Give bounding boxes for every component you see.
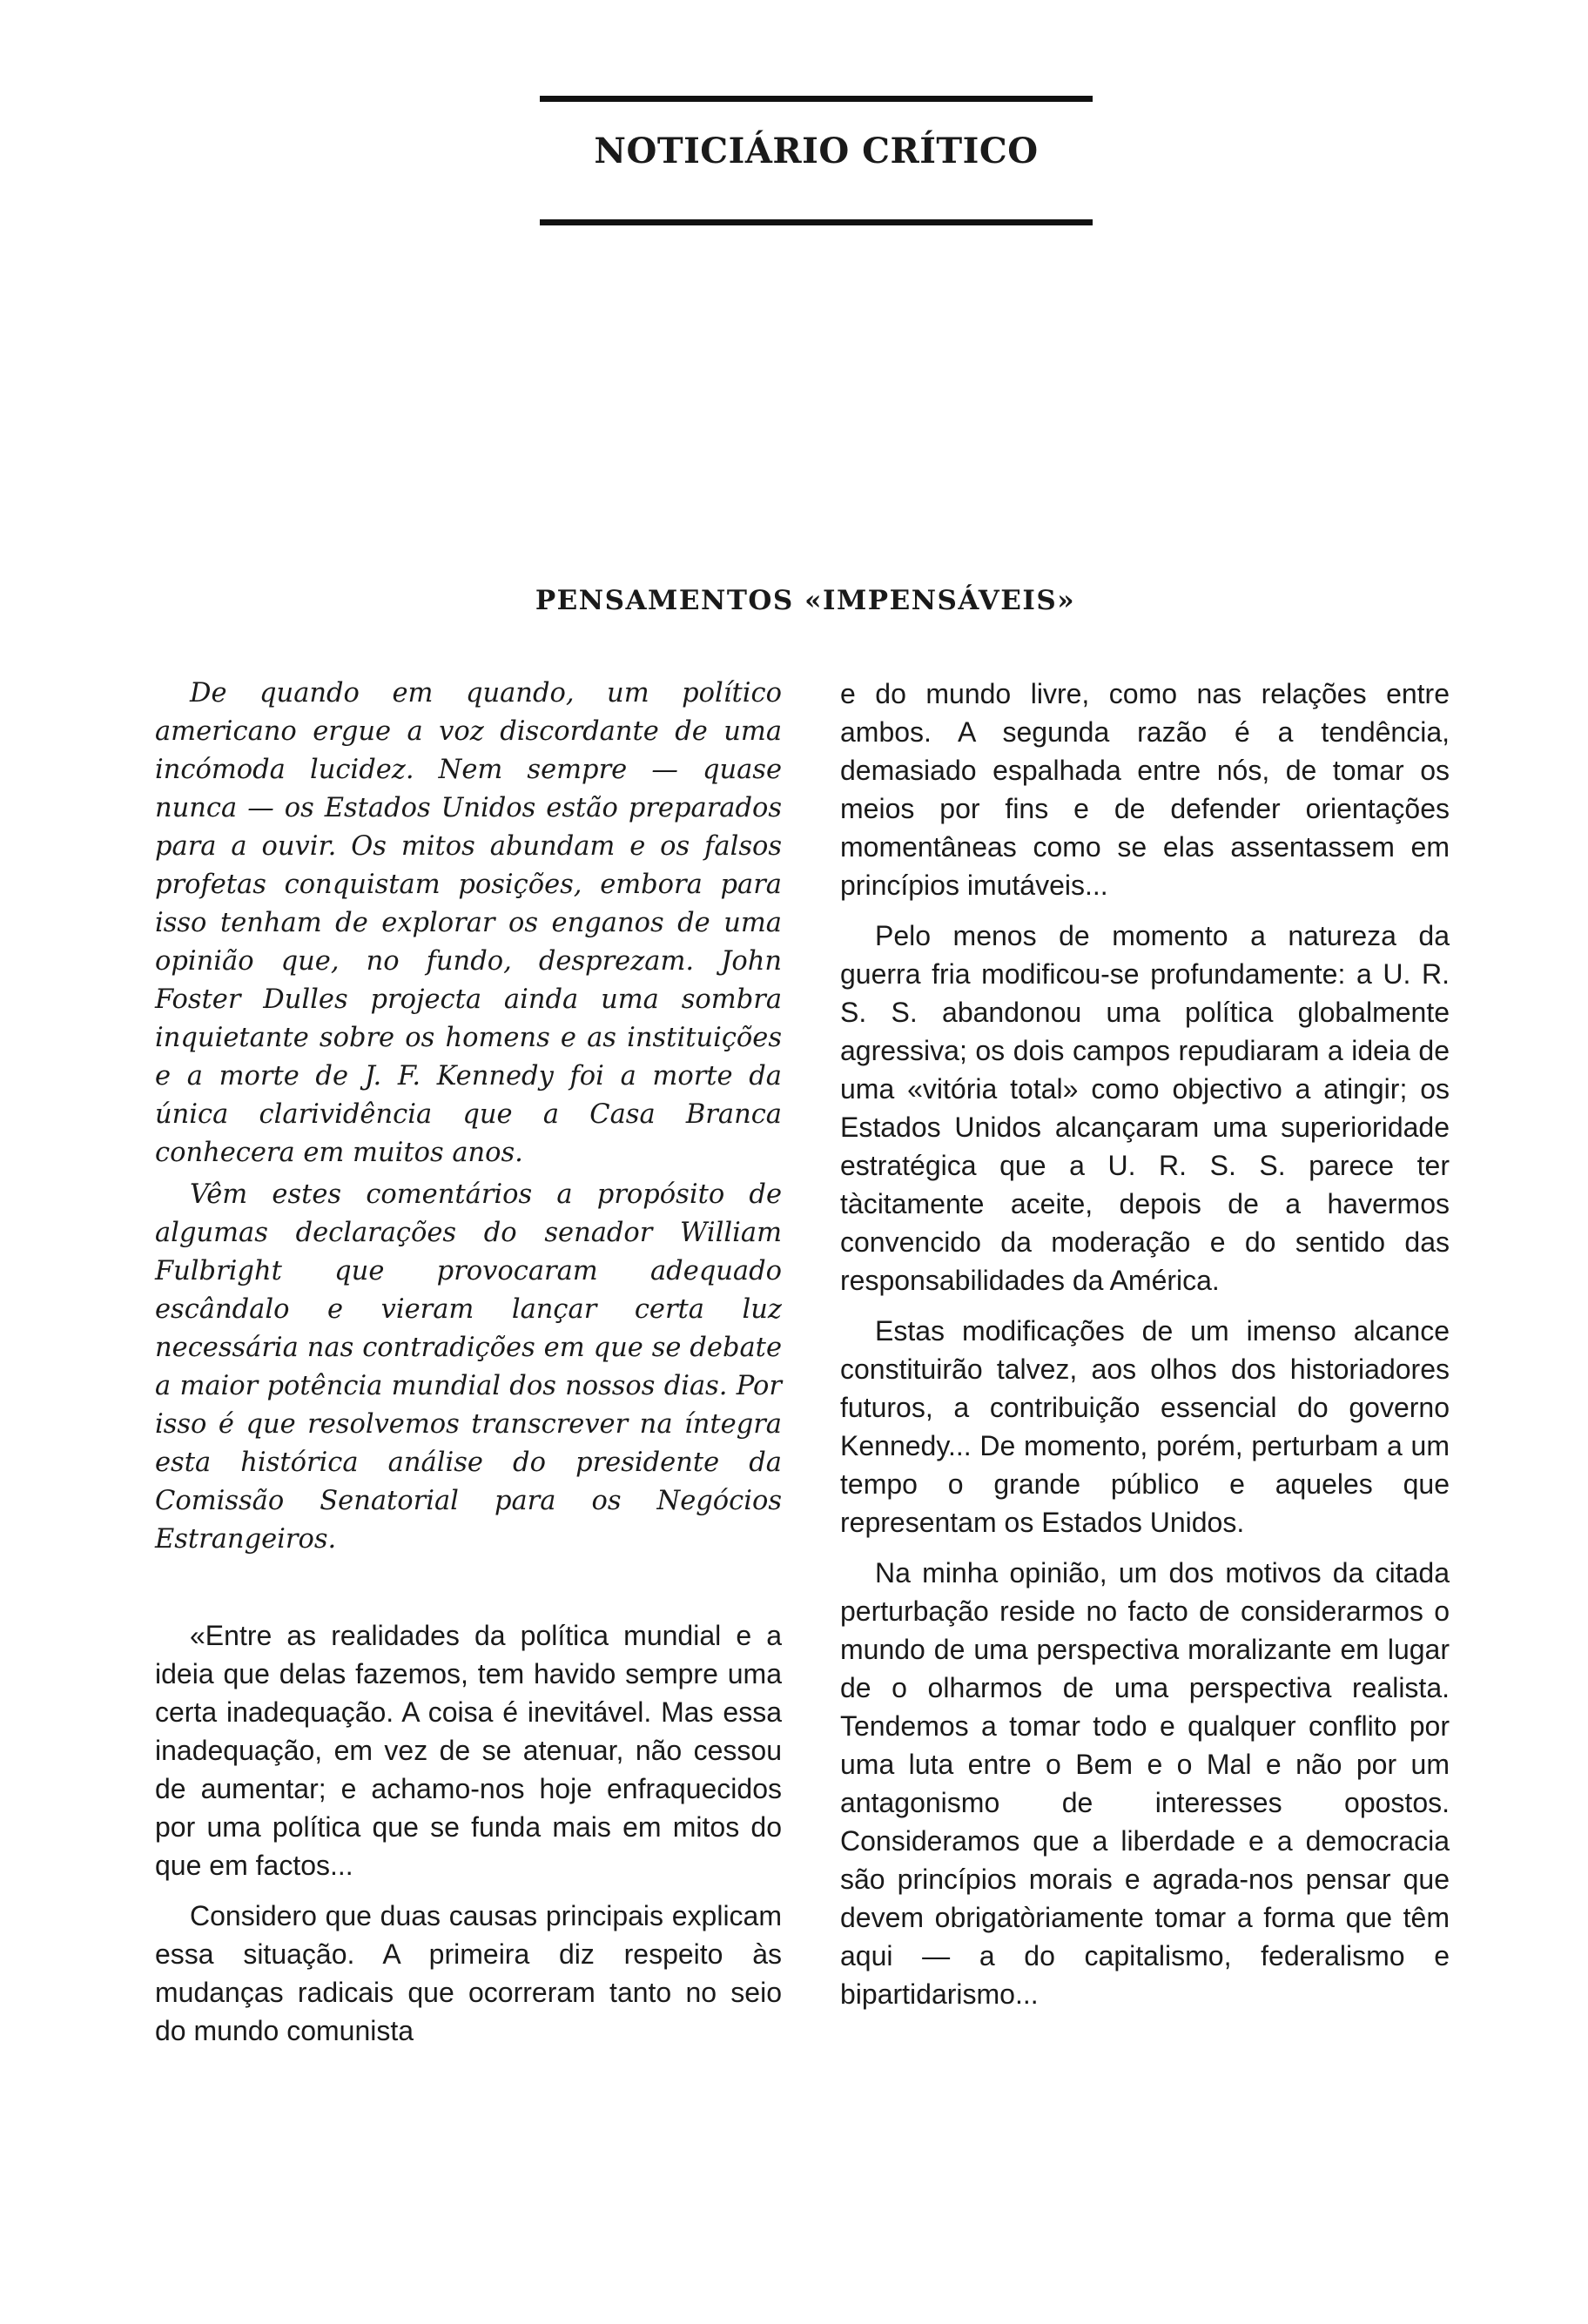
header-rule-bottom <box>540 219 1093 225</box>
editorial-intro <box>155 675 782 1559</box>
left-column <box>155 675 782 2050</box>
right-column <box>840 675 1450 2013</box>
article-body-right <box>840 675 1450 2013</box>
body-paragraph: e do mundo livre, como nas relações entre ambos. A segunda razão é a tendência, demasiado espalhada entre nós, de tomar os meios por fins e de defender orientações momentâneas como se elas assentassem em princípios imutáveis... <box>840 678 1450 901</box>
section-title: NOTICIÁRIO CRÍTICO <box>594 131 1039 171</box>
body-paragraph: Pelo menos de momento a natureza da guerra fria modificou-se profundamente: a U. R. S. S. abandonou uma política globalmente agressiva; os dois campos repudiaram a ideia de uma «vitória total» como objectivo a atingir; os Estados Unidos alcançaram uma superioridade estratégica que a U. R. S. S. parece ter tàcitamente aceite, depois de a havermos convencido da moderação e do sentido das responsabilidades da América. <box>840 920 1450 1296</box>
article-body-left <box>155 1616 782 2050</box>
article-title: PENSAMENTOS «IMPENSÁVEIS» <box>535 585 1076 616</box>
body-paragraph: Estas modificações de um imenso alcance constituirão talvez, aos olhos dos historiadores futuros, a contribuição essencial do governo Kennedy... De momento, porém, perturbam a um tempo o grande público e aqueles que representam os Estados Unidos. <box>840 1315 1450 1538</box>
intro-paragraph: Vêm estes comentários a propósito de algumas declarações do senador William Fulbright que provocaram adequado escândalo e vieram lançar certa luz necessária nas contradições em que se debate a maior potência mundial dos nossos dias. Por isso é que resolvemos transcrever na íntegra esta histórica análise do presidente da Comissão Senatorial para os Negócios Estrangeiros. <box>155 1179 782 1555</box>
body-paragraph: Na minha opinião, um dos motivos da citada perturbação reside no facto de considerarmos o mundo de uma perspectiva moralizante em lugar de o olharmos de uma perspectiva realista. Tendemos a tomar todo e qualquer conflito por uma luta entre o Bem e o Mal e não por um antagonismo de interesses opostos. Consideramos que a liberdade e a democracia são princípios morais e agrada-nos pensar que devem obrigatòriamente tomar a forma que têm aqui — a do capitalismo, federalismo e bipartidarismo... <box>840 1557 1450 2010</box>
header-rule-top <box>540 96 1093 102</box>
body-paragraph: «Entre as realidades da política mundial e a ideia que delas fazemos, tem havido sempre uma certa inadequação. A coisa é inevitável. Mas essa inadequação, em vez de se atenuar, não cessou de aumentar; e achamo-nos hoje enfraquecidos por uma política que se funda mais em mitos do que em factos... <box>155 1620 782 1881</box>
intro-paragraph: De quando em quando, um político americano ergue a voz discordante de uma incómoda lucidez. Nem sempre — quase nunca — os Estados Unidos estão preparados para a ouvir. Os mitos abundam e os falsos profetas conquistam posições, embora para isso tenham de explorar os enganos de uma opinião que, no fundo, desprezam. John Foster Dulles projecta ainda uma sombra inquietante sobre os homens e as instituições e a morte de J. F. Kennedy foi a morte da única clarividência que a Casa Branca conhecera em muitos anos. <box>155 678 782 1168</box>
body-paragraph: Considero que duas causas principais explicam essa situação. A primeira diz respeito às mudanças radicais que ocorreram tanto no seio do mundo comunista <box>155 1900 782 2046</box>
